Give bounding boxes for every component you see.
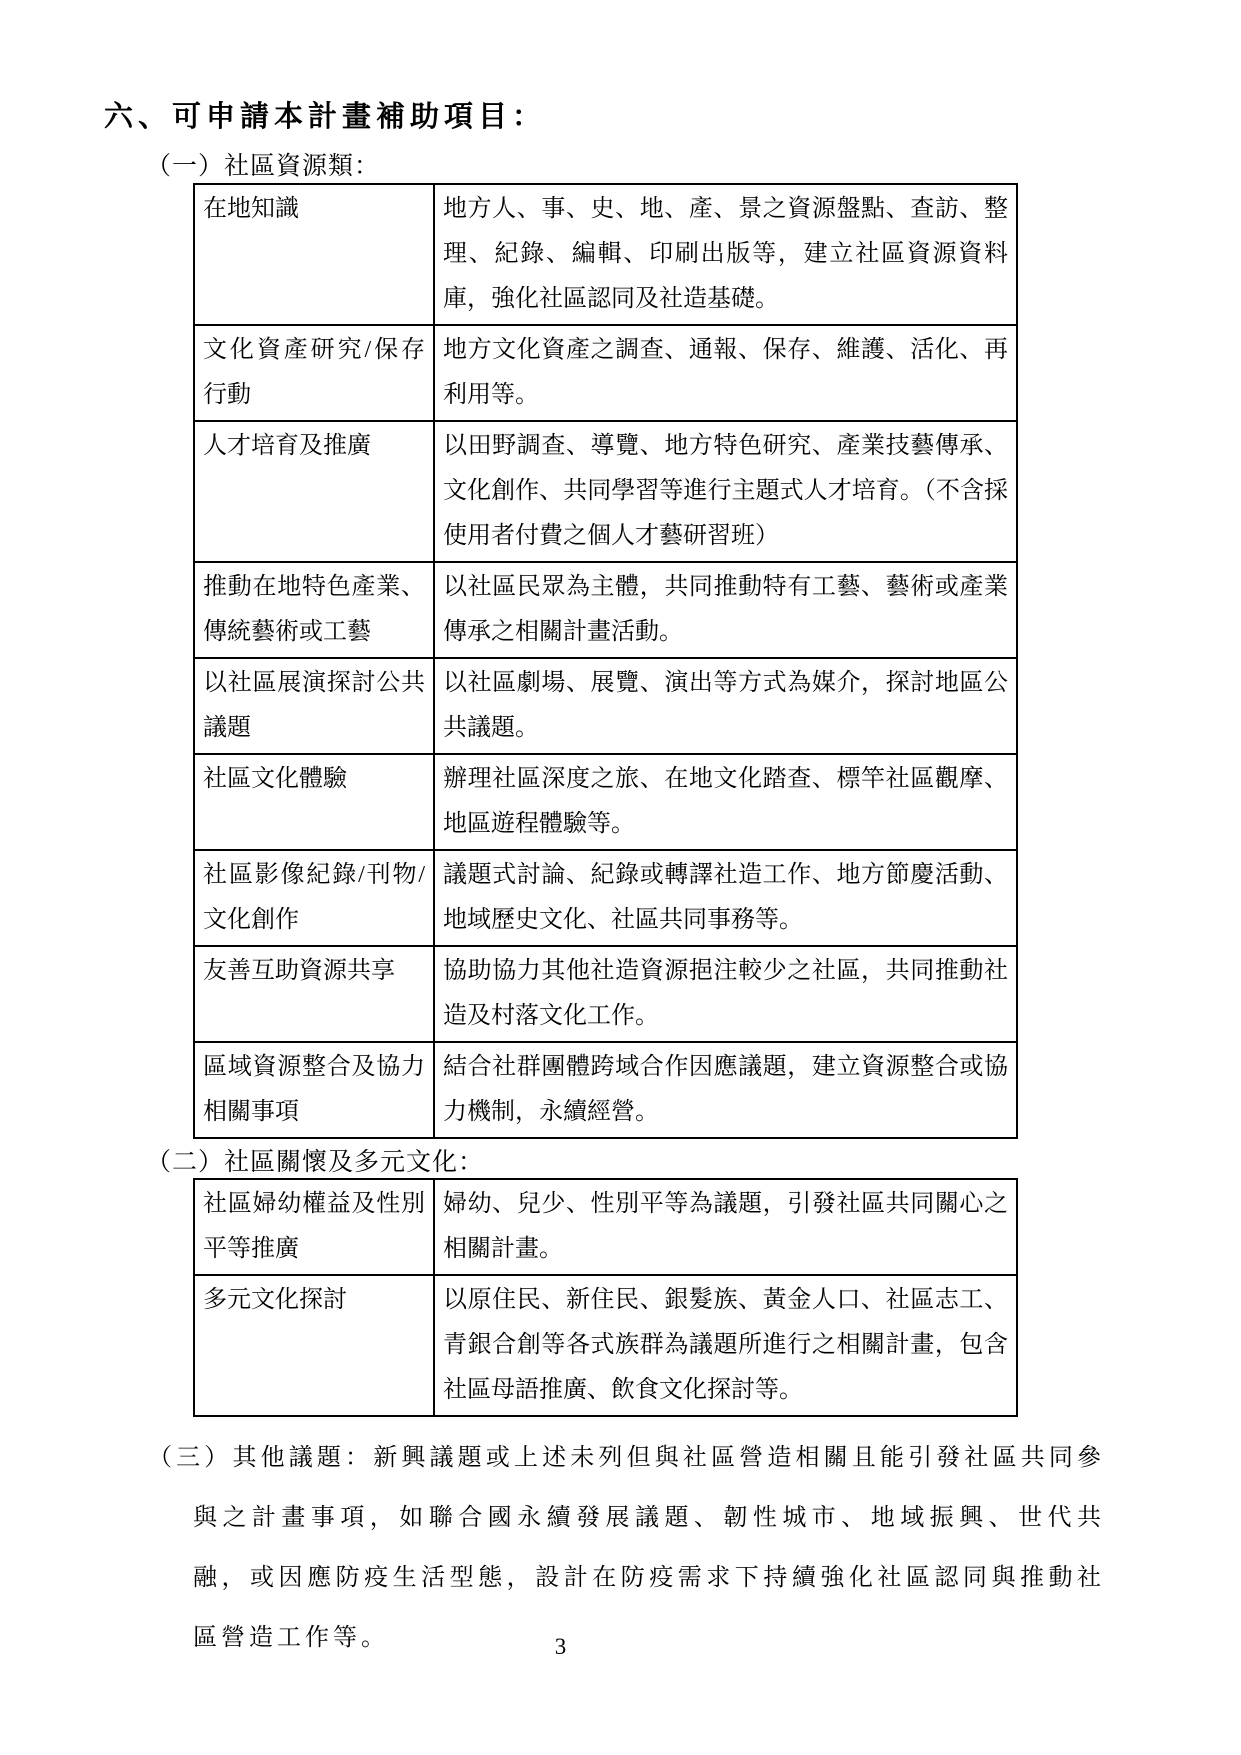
table-row [194, 1179, 1017, 1275]
table-row [194, 1042, 1017, 1138]
item-cell: 友善互助資源共享 [194, 946, 434, 1042]
item-cell: 社區婦幼權益及性別平等推廣 [194, 1179, 434, 1275]
item-cell: 文化資產研究/保存行動 [194, 325, 434, 421]
description-cell: 議題式討論、紀錄或轉譯社造工作、地方節慶活動、地域歷史文化、社區共同事務等。 [434, 850, 1017, 946]
section-2-label: （二）社區關懷及多元文化： [146, 1149, 485, 1176]
table-row [194, 946, 1017, 1042]
description-cell: 以原住民、新住民、銀髮族、黃金人口、社區志工、青銀合創等各式族群為議題所進行之相關計畫，包含社區母語推廣、飲食文化探討等。 [434, 1275, 1017, 1416]
other-topics-paragraph [148, 1428, 1105, 1668]
item-cell: 以社區展演探討公共議題 [194, 658, 434, 754]
table-row [194, 658, 1017, 754]
item-cell: 人才培育及推廣 [194, 421, 434, 562]
section-1-label: （一）社區資源類： [146, 153, 381, 180]
table-row [194, 1275, 1017, 1416]
table-row [194, 421, 1017, 562]
description-cell: 結合社群團體跨域合作因應議題，建立資源整合或協力機制，永續經營。 [434, 1042, 1017, 1138]
item-cell: 社區影像紀錄/刊物/文化創作 [194, 850, 434, 946]
description-cell: 協助協力其他社造資源挹注較少之社區，共同推動社造及村落文化工作。 [434, 946, 1017, 1042]
table-row [194, 325, 1017, 421]
item-cell: 在地知識 [194, 184, 434, 325]
table-row [194, 850, 1017, 946]
item-cell: 多元文化探討 [194, 1275, 434, 1416]
section-3-text: 新興議題或上述未列但與社區營造相關且能引發社區共同參與之計畫事項，如聯合國永續發展議題、韌性城市、地域振興、世代共融，或因應防疫生活型態，設計在防疫需求下持續強化社區認同與推動社區營造工作等。 [193, 1445, 1106, 1651]
table-row [194, 184, 1017, 325]
table-row [194, 754, 1017, 850]
item-cell: 推動在地特色產業、傳統藝術或工藝 [194, 562, 434, 658]
section-3-label: （三）其他議題： [148, 1445, 374, 1471]
page-heading: 六、可申請本計畫補助項目： [104, 101, 547, 133]
community-care-table [193, 1178, 1018, 1417]
description-cell: 地方文化資產之調查、通報、保存、維護、活化、再利用等。 [434, 325, 1017, 421]
page-number: 3 [554, 1634, 567, 1659]
description-cell: 辦理社區深度之旅、在地文化踏查、標竿社區觀摩、地區遊程體驗等。 [434, 754, 1017, 850]
table-row [194, 562, 1017, 658]
community-resources-table [193, 183, 1018, 1139]
description-cell: 婦幼、兒少、性別平等為議題，引發社區共同關心之相關計畫。 [434, 1179, 1017, 1275]
description-cell: 地方人、事、史、地、產、景之資源盤點、查訪、整理、紀錄、編輯、印刷出版等，建立社區資源資料庫，強化社區認同及社造基礎。 [434, 184, 1017, 325]
description-cell: 以社區劇場、展覽、演出等方式為媒介，探討地區公共議題。 [434, 658, 1017, 754]
description-cell: 以田野調查、導覽、地方特色研究、產業技藝傳承、文化創作、共同學習等進行主題式人才培育。（不含採使用者付費之個人才藝研習班） [434, 421, 1017, 562]
item-cell: 區域資源整合及協力相關事項 [194, 1042, 434, 1138]
description-cell: 以社區民眾為主體，共同推動特有工藝、藝術或產業傳承之相關計畫活動。 [434, 562, 1017, 658]
item-cell: 社區文化體驗 [194, 754, 434, 850]
